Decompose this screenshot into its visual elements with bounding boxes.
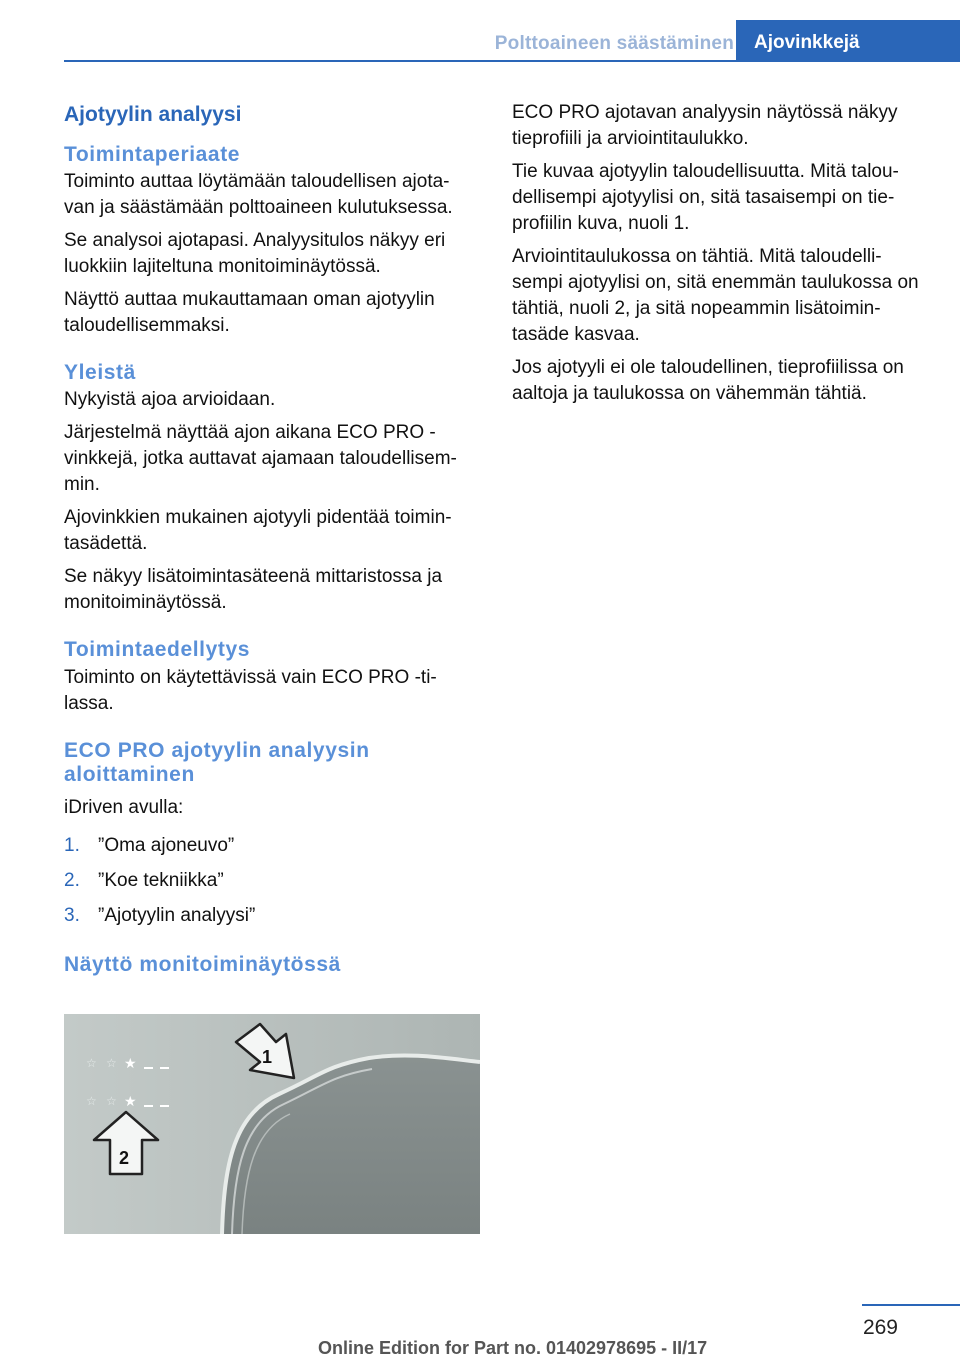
section-general — [64, 361, 480, 616]
dash-icon — [160, 1067, 169, 1069]
road-profile-illustration — [64, 1014, 480, 1234]
section-heading: Toimintaedellytys — [64, 638, 251, 662]
star-outline-icon: ☆ — [86, 1056, 97, 1070]
section-principle — [64, 143, 480, 339]
paragraph: Se näkyy lisätoimintasäteenä mittaristossa ja monitoiminäytössä. — [64, 566, 443, 614]
step-text: ”Koe tekniikka” — [98, 869, 224, 891]
page-number: 269 — [862, 1316, 898, 1339]
footer-divider — [862, 1304, 960, 1306]
section-requirement — [64, 638, 480, 716]
step-number: 2. — [64, 869, 80, 891]
section-heading: Näyttö monitoiminäytössä — [64, 952, 341, 976]
arrow-1-label: 1 — [262, 1047, 273, 1067]
header-divider — [64, 60, 960, 62]
paragraph: Se analysoi ajotapasi. Analyysitulos näkyy eri luokkiin lajiteltuna monitoiminäytössä. — [64, 230, 446, 278]
list-item — [64, 868, 480, 894]
dash-icon — [144, 1105, 153, 1107]
step-number: 3. — [64, 904, 80, 926]
section-heading: Toimintaperiaate — [64, 143, 241, 167]
list-item — [64, 833, 480, 859]
paragraph: ECO PRO ajotavan analyysin näytössä näkyy tieprofiili ja arviointitaulukko. — [512, 102, 898, 149]
star-filled-icon: ★ — [124, 1056, 137, 1072]
page-title: Ajotyylin analyysi — [64, 103, 242, 126]
arrow-2-label: 2 — [119, 1148, 130, 1168]
list-item — [64, 903, 480, 929]
road-profile-figure — [64, 1014, 480, 1234]
header-chapter-tab[interactable]: Ajovinkkejä — [736, 20, 960, 62]
paragraph: Arviointitaulukossa on tähtiä. Mitä taloudelli‐sempi ajotyylisi on, sitä enemmän taulukossa on tähtiä, nuoli 2, ja sitä nopeammin lisätoimin‐tasäde kasvaa. — [512, 246, 919, 345]
header-section-title: Polttoaineen säästäminen — [494, 33, 734, 54]
star-outline-icon: ☆ — [86, 1094, 97, 1108]
section-start-analysis — [64, 739, 480, 929]
star-filled-icon: ★ — [124, 1094, 137, 1110]
paragraph: Toiminto on käytettävissä vain ECO PRO -ti‐lassa. — [64, 666, 437, 714]
paragraph: Ajovinkkien mukainen ajotyyli pidentää toimin‐tasädettä. — [64, 507, 452, 555]
steps-list — [64, 833, 480, 929]
section-heading: ECO PRO ajotyylin analyysin aloittaminen — [64, 738, 370, 786]
dash-icon — [160, 1105, 169, 1107]
step-number: 1. — [64, 834, 80, 856]
paragraph: Toiminto auttaa löytämään taloudellisen ajota‐van ja säästämään polttoaineen kulutuksessa. — [64, 171, 453, 219]
paragraph: iDriven avulla: — [64, 796, 184, 818]
paragraph: Jos ajotyyli ei ole taloudellinen, tieprofiilissa on aaltoja ja taulukossa on vähemmän tähtiä. — [512, 357, 904, 404]
paragraph: Tie kuvaa ajotyylin taloudellisuutta. Mitä talou‐dellisempi ajotyylisi on, sitä tasaisempi on tie‐profiilin kuva, nuoli 1. — [512, 161, 899, 234]
dash-icon — [144, 1067, 153, 1069]
step-text: ”Oma ajoneuvo” — [98, 834, 235, 856]
right-column — [512, 100, 932, 414]
left-column — [64, 100, 480, 979]
star-outline-icon: ☆ — [106, 1056, 117, 1070]
section-heading: Yleistä — [64, 361, 136, 385]
paragraph: Järjestelmä näyttää ajon aikana ECO PRO -vinkkejä, jotka auttavat ajamaan taloudellisem‐min. — [64, 422, 457, 496]
step-text: ”Ajotyylin analyysi” — [98, 904, 256, 926]
paragraph: Nykyistä ajoa arvioidaan. — [64, 389, 276, 411]
paragraph: Näyttö auttaa mukauttamaan oman ajotyylin taloudellisemmaksi. — [64, 289, 435, 337]
edition-note: Online Edition for Part no. 01402978695 - II/17 — [318, 1338, 708, 1358]
star-outline-icon: ☆ — [106, 1094, 117, 1108]
